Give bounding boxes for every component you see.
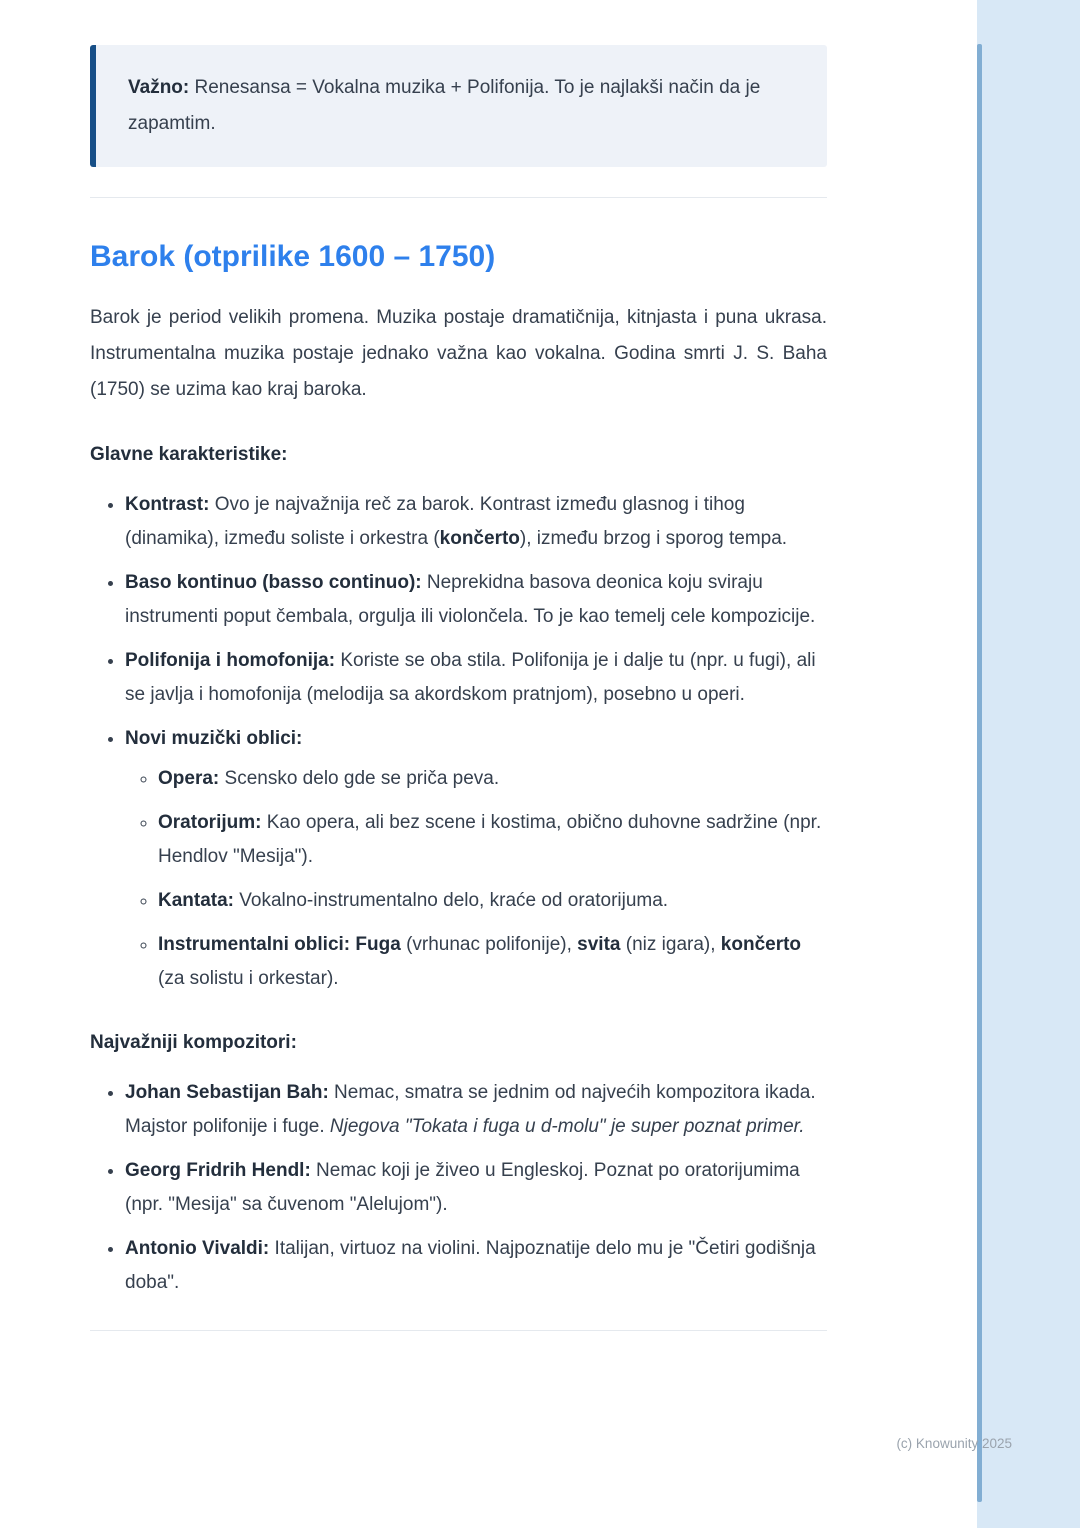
- note-content: [90, 0, 827, 1331]
- list-item: • Antonio Vivaldi: Italijan, virtuoz na violini. Najpoznatije delo mu je "Četiri godišnja doba".: [125, 1232, 827, 1300]
- sub-list: [125, 762, 827, 996]
- sub-list-item: ◦ Instrumentalni oblici: Fuga (vrhunac polifonije), svita (niz igara), končerto (za solistu i orkestar).: [158, 928, 827, 996]
- important-callout: [90, 45, 827, 167]
- callout-text: Važno: Renesansa = Vokalna muzika + Polifonija. To je najlakši način da je zapamtim.: [128, 77, 761, 134]
- list-item: • Georg Fridrih Hendl: Nemac koji je živeo u Engleskoj. Poznat po oratorijumima (npr. "Mesija" sa čuvenom "Alelujom").: [125, 1154, 827, 1222]
- list-item: • Kontrast: Ovo je najvažnija reč za barok. Kontrast između glasnog i tihog (dinamika), između soliste i orkestra (končerto), između brzog i sporog tempa.: [125, 488, 827, 556]
- section-divider-top: [90, 197, 827, 198]
- section-title: Barok (otprilike 1600 – 1750): [90, 240, 496, 273]
- list-item: • Johan Sebastijan Bah: Nemac, smatra se jednim od najvećih kompozitora ikada. Majstor polifonije i fuge. Njegova "Tokata i fuga u d-molu" je super poznat primer.: [125, 1076, 827, 1144]
- sub-list-item: ◦ Oratorijum: Kao opera, ali bez scene i kostima, obično duhovne sadržine (npr. Hendlov "Mesija").: [158, 806, 827, 874]
- copyright-footer: (c) Knowunity 2025: [896, 1436, 1012, 1451]
- characteristics-list: [90, 488, 827, 996]
- composers-list: [90, 1076, 827, 1300]
- composers-heading: Najvažniji kompozitori:: [90, 1032, 297, 1053]
- right-page-edge: [977, 0, 1080, 1528]
- characteristics-heading: Glavne karakteristike:: [90, 444, 288, 465]
- sub-list-item: ◦ Opera: Scensko delo gde se priča peva.: [158, 762, 827, 796]
- section-divider-bottom: [90, 1330, 827, 1331]
- sub-list-item: ◦ Kantata: Vokalno-instrumentalno delo, kraće od oratorijuma.: [158, 884, 827, 918]
- scrollbar-thumb[interactable]: [977, 44, 982, 1502]
- section-intro: Barok je period velikih promena. Muzika postaje dramatičnija, kitnjasta i puna ukrasa. Instrumentalna muzika postaje jednako važna kao vokalna. Godina smrti J. S. Baha (1750) se uzima kao kraj baroka.: [90, 307, 827, 400]
- list-item: • Polifonija i homofonija: Koriste se oba stila. Polifonija je i dalje tu (npr. u fugi), ali se javlja i homofonija (melodija sa akordskom pratnjom), posebno u operi.: [125, 644, 827, 712]
- list-item: • Baso kontinuo (basso continuo): Neprekidna basova deonica koju sviraju instrumenti poput čembala, orgulja ili violončela. To je kao temelj cele kompozicije.: [125, 566, 827, 634]
- list-item: • Novi muzički oblici: ◦ Opera: Scensko delo gde se priča peva. ◦ Oratorijum: Kao opera, ali bez scene i kostima, obično duhovne sadržine (npr. Hendlov "Mesija"). ◦ Kantata: Vokalno-instrumentalno delo, kraće od oratorijuma. ◦ Instrumentalni oblici: Fuga (vrhunac polifonije), svita (niz igara), končerto (za solistu i orkestar).: [125, 722, 827, 996]
